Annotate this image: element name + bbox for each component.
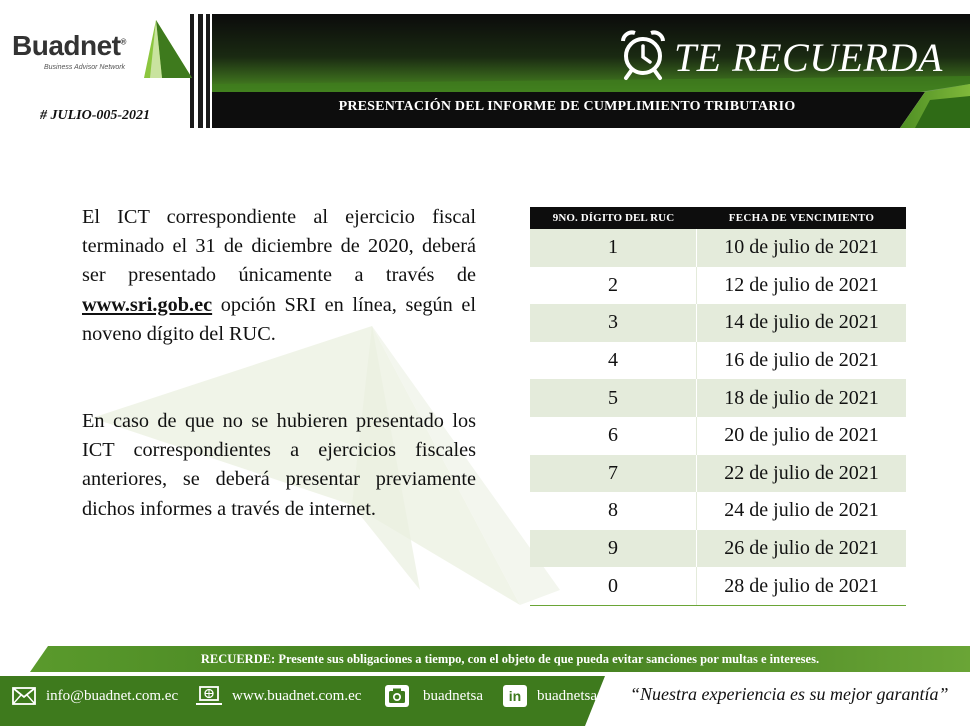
cell-date: 18 de julio de 2021	[724, 386, 879, 409]
cell-digit: 5	[530, 379, 697, 417]
table-row	[530, 567, 906, 605]
sri-link[interactable]: www.sri.gob.ec	[82, 293, 213, 316]
linkedin-text: buadnetsa	[537, 687, 597, 704]
table-row	[530, 267, 906, 305]
header-date: FECHA DE VENCIMIENTO	[728, 212, 875, 224]
cell-date: 12 de julio de 2021	[724, 273, 879, 296]
table-row	[530, 342, 906, 380]
cell-date: 26 de julio de 2021	[724, 537, 879, 560]
slogan: “Nuestra experiencia es su mejor garantía”	[630, 684, 949, 704]
paragraph-deadline: El ICT correspondiente al ejercicio fiscal terminado el 31 de diciembre de 2020, deberá ser presentado únicamente a través de www.sri.gob.ec opción SRI en línea, según el noveno dígito del RUC.	[82, 206, 476, 345]
header-title: TE RECUERDA	[674, 35, 943, 80]
instagram-text: buadnetsa	[423, 687, 483, 704]
cell-date: 16 de julio de 2021	[724, 349, 879, 372]
table-row	[530, 417, 906, 455]
reminder-text: RECUERDE: Presente sus obligaciones a tiempo, con el objeto de que pueda evitar sanciones por multas e intereses.	[200, 652, 820, 666]
table-row	[530, 492, 906, 530]
logo-tagline: Business Advisor Network	[44, 64, 126, 71]
table-row	[530, 530, 906, 568]
cell-digit: 0	[530, 567, 697, 605]
logo-wordmark: Buadnet®	[12, 30, 126, 61]
paragraph-previous-years: En caso de que no se hubieren presentado los ICT correspondientes a ejercicios fiscales anteriores, se deberá presentar previamente dichos informes a través de internet.	[82, 410, 476, 520]
body-text	[82, 203, 476, 524]
envelope-icon	[12, 687, 36, 705]
linkedin-contact[interactable]	[503, 680, 597, 712]
logo-triangle-icon	[142, 18, 194, 80]
alarm-clock-icon	[618, 29, 668, 81]
cell-digit: 9	[530, 530, 697, 568]
cell-date: 28 de julio de 2021	[724, 574, 879, 597]
cell-date: 22 de julio de 2021	[724, 461, 879, 484]
table-row	[530, 229, 906, 267]
cell-date: 20 de julio de 2021	[724, 424, 879, 447]
bulletin-number: # JULIO-005-2021	[40, 108, 151, 123]
buadnet-logo	[10, 18, 190, 88]
email-contact[interactable]	[12, 680, 178, 712]
cell-digit: 1	[530, 229, 697, 267]
cell-date: 10 de julio de 2021	[724, 236, 879, 259]
cell-digit: 8	[530, 492, 697, 530]
laptop-globe-icon	[196, 686, 222, 706]
cell-date: 24 de julio de 2021	[724, 499, 879, 522]
table-row	[530, 304, 906, 342]
table-bottom-rule	[530, 605, 906, 606]
cell-digit: 7	[530, 455, 697, 493]
cell-digit: 6	[530, 417, 697, 455]
cell-digit: 2	[530, 267, 697, 305]
table-row	[530, 379, 906, 417]
linkedin-icon: in	[503, 685, 527, 707]
table-header	[530, 207, 906, 229]
cell-digit: 3	[530, 304, 697, 342]
table-row	[530, 455, 906, 493]
cell-date: 14 de julio de 2021	[724, 311, 879, 334]
camera-icon	[385, 685, 409, 707]
header-subtitle: PRESENTACIÓN DEL INFORME DE CUMPLIMIENTO TRIBUTARIO	[338, 99, 796, 114]
website-contact[interactable]	[196, 680, 361, 712]
email-text: info@buadnet.com.ec	[46, 687, 179, 704]
website-text: www.buadnet.com.ec	[232, 687, 362, 704]
instagram-contact[interactable]	[385, 680, 483, 712]
deadline-table	[530, 207, 906, 606]
header-digit: 9NO. DÍGITO DEL RUC	[552, 212, 675, 224]
cell-digit: 4	[530, 342, 697, 380]
